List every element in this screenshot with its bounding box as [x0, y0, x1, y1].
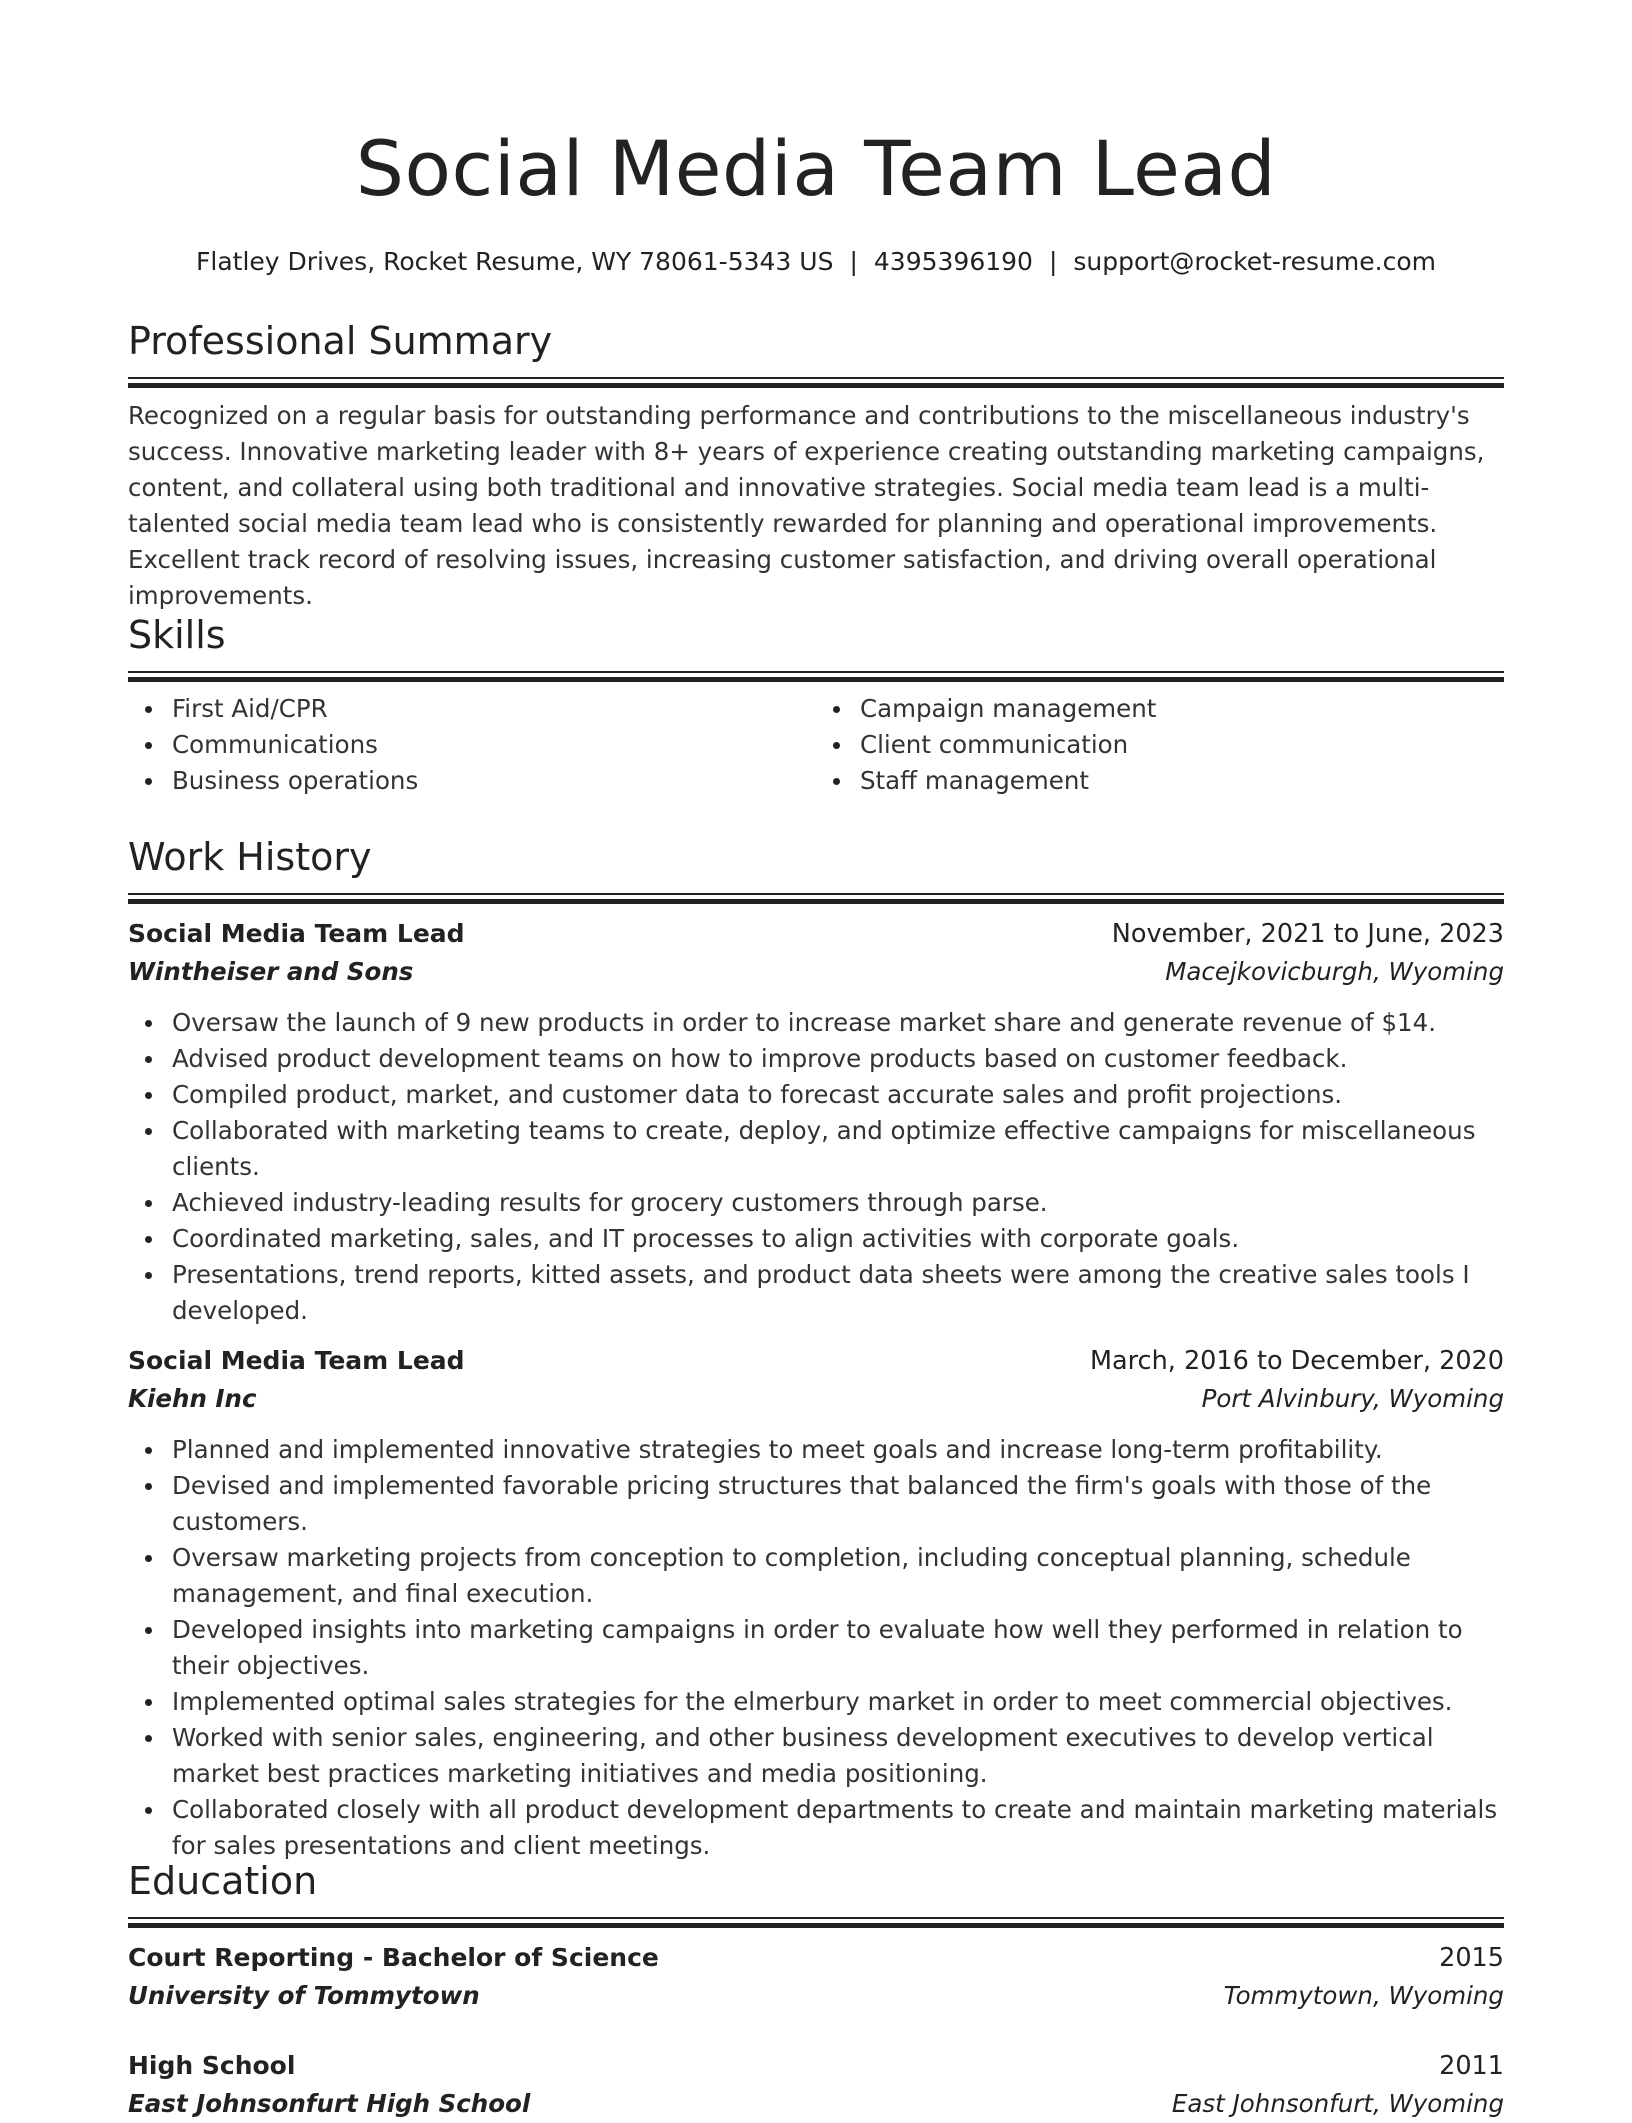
- education-subheader: [128, 2085, 1504, 2123]
- school-name: East Johnsonfurt High School: [128, 2089, 531, 2118]
- job-bullet: Collaborated with marketing teams to create, deploy, and optimize effective campaigns for miscellaneous clients.: [172, 1113, 1504, 1185]
- job-bullet: Achieved industry-leading results for grocery customers through parse.: [172, 1185, 1504, 1221]
- job-location: Port Alvinbury, Wyoming: [1201, 1384, 1504, 1413]
- job-entry-2-wrapper: [128, 1342, 1504, 1864]
- job-bullet: Oversaw the launch of 9 new products in order to increase market share and generate revenue of $14.: [172, 1005, 1504, 1041]
- job-bullets: [128, 1005, 1504, 1329]
- job-entry: [128, 915, 1504, 1329]
- summary-text: Recognized on a regular basis for outstanding performance and contributions to the miscellaneous industry's success. Innovative marketing leader with 8+ years of experience creating outstanding marketing campaigns, content, and collateral using both traditional and innovative strategies. Social media team lead is a multi-talented social media team lead who is consistently rewarded for planning and operational improvements. Excellent track record of resolving issues, increasing customer satisfaction, and driving overall operational improvements.: [128, 401, 1485, 610]
- summary-section: [128, 318, 1504, 614]
- school-location: Tommytown, Wyoming: [1223, 1981, 1504, 2010]
- job-bullet: Implemented optimal sales strategies for the elmerbury market in order to meet commercial objectives.: [172, 1684, 1504, 1720]
- contact-phone: 4395396190: [873, 247, 1033, 276]
- job-bullet: Presentations, trend reports, kitted assets, and product data sheets were among the creative sales tools I developed.: [172, 1257, 1504, 1329]
- contact-line: [128, 246, 1504, 278]
- graduation-year: 2011: [1439, 2051, 1504, 2081]
- section-heading-work: Work History: [128, 835, 372, 879]
- job-bullets: [128, 1432, 1504, 1864]
- job-bullet: Compiled product, market, and customer data to forecast accurate sales and profit projections.: [172, 1077, 1504, 1113]
- company-name: Wintheiser and Sons: [128, 957, 414, 986]
- job-header: [128, 915, 1504, 953]
- school-location: East Johnsonfurt, Wyoming: [1171, 2089, 1504, 2118]
- job-bullet: Advised product development teams on how to improve products based on customer feedback.: [172, 1041, 1504, 1077]
- job-bullet: Planned and implemented innovative strategies to meet goals and increase long-term profitability.: [172, 1432, 1504, 1468]
- skill-item: Staff management: [860, 763, 1504, 799]
- skill-item: Business operations: [172, 763, 816, 799]
- education-section: [128, 1858, 1504, 2123]
- contact-address: Flatley Drives, Rocket Resume, WY 78061-5343 US: [196, 247, 834, 276]
- section-divider: [128, 671, 1504, 683]
- job-bullet: Devised and implemented favorable pricing structures that balanced the firm's goals with those of the customers.: [172, 1468, 1504, 1540]
- job-subheader: [128, 1380, 1504, 1418]
- job-bullet: Developed insights into marketing campaigns in order to evaluate how well they performed in relation to their objectives.: [172, 1612, 1504, 1684]
- skills-column-left: [128, 691, 816, 799]
- contact-separator: |: [849, 247, 858, 276]
- degree-name: High School: [128, 2051, 296, 2080]
- job-title: Social Media Team Lead: [128, 919, 465, 948]
- section-divider: [128, 1917, 1504, 1929]
- skill-item: Communications: [172, 727, 816, 763]
- resume-page: [128, 0, 1504, 2118]
- job-title: Social Media Team Lead: [128, 1346, 465, 1375]
- company-name: Kiehn Inc: [128, 1384, 257, 1413]
- job-location: Macejkovicburgh, Wyoming: [1165, 957, 1504, 986]
- education-header: [128, 2047, 1504, 2085]
- work-history-section: [128, 834, 1504, 1329]
- job-dates: March, 2016 to December, 2020: [1090, 1346, 1504, 1376]
- education-entry: [128, 1939, 1504, 2015]
- skill-item: Campaign management: [860, 691, 1504, 727]
- section-divider: [128, 377, 1504, 389]
- skill-item: First Aid/CPR: [172, 691, 816, 727]
- job-header: [128, 1342, 1504, 1380]
- education-subheader: [128, 1977, 1504, 2015]
- job-bullet: Worked with senior sales, engineering, and other business development executives to develop vertical market best practices marketing initiatives and media positioning.: [172, 1720, 1504, 1792]
- job-entry: [128, 1342, 1504, 1864]
- section-divider: [128, 893, 1504, 905]
- skills-section: [128, 612, 1504, 799]
- job-bullet: Collaborated closely with all product development departments to create and maintain marketing materials for sales presentations and client meetings.: [172, 1792, 1504, 1864]
- job-subheader: [128, 953, 1504, 991]
- section-heading-education: Education: [128, 1859, 318, 1903]
- resume-title: Social Media Team Lead: [355, 124, 1277, 213]
- skills-list: [128, 691, 1504, 799]
- job-dates: November, 2021 to June, 2023: [1111, 919, 1504, 949]
- graduation-year: 2015: [1439, 1943, 1504, 1973]
- skills-column-right: [816, 691, 1504, 799]
- section-heading-summary: Professional Summary: [128, 319, 553, 363]
- job-bullet: Coordinated marketing, sales, and IT processes to align activities with corporate goals.: [172, 1221, 1504, 1257]
- section-heading-skills: Skills: [128, 613, 226, 657]
- education-header: [128, 1939, 1504, 1977]
- contact-email: support@rocket-resume.com: [1073, 247, 1436, 276]
- skill-item: Client communication: [860, 727, 1504, 763]
- job-bullet: Oversaw marketing projects from conception to completion, including conceptual planning, schedule management, and final execution.: [172, 1540, 1504, 1612]
- school-name: University of Tommytown: [128, 1981, 480, 2010]
- degree-name: Court Reporting - Bachelor of Science: [128, 1943, 659, 1972]
- contact-separator: |: [1048, 247, 1058, 276]
